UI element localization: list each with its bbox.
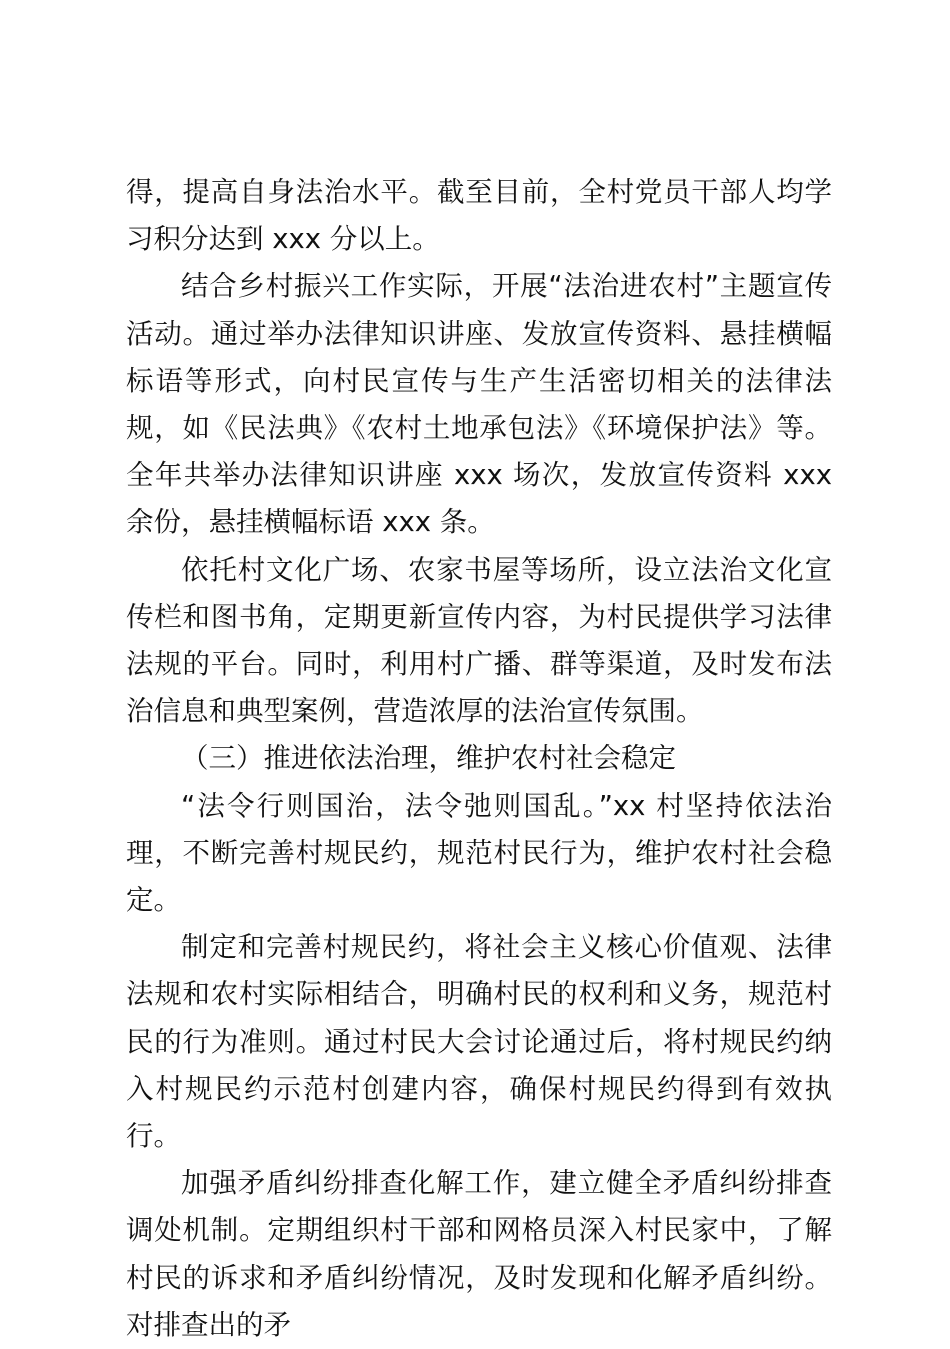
paragraph-publicity-activity: 结合乡村振兴工作实际，开展“法治进农村”主题宣传活动。通过举办法律知识讲座、发放宣传资料、悬挂横幅标语等形式，向村民宣传与生产生活密切相关的法律法规，如《民法典》《农村土地承包法》《环境保护法》等。全年共举办法律知识讲座 xxx 场次，发放宣传资料 xxx 余份，悬挂横幅标语 xxx 条。 bbox=[126, 270, 832, 539]
paragraph-dispute-resolution: 加强矛盾纠纷排查化解工作，建立健全矛盾纠纷排查调处机制。定期组织村干部和网格员深入村民家中，了解村民的诉求和矛盾纠纷情况，及时发现和化解矛盾纠纷。对排查出的矛 bbox=[126, 1167, 832, 1341]
paragraph-rule-of-law: “法令行则国治，法令弛则国乱。”xx 村坚持依法治理，不断完善村规民约，规范村民行为，维护农村社会稳定。 bbox=[126, 789, 832, 917]
paragraph-continuation: 得，提高自身法治水平。截至目前，全村党员干部人均学习积分达到 xxx 分以上。 bbox=[126, 176, 832, 256]
section-heading: （三）推进依法治理，维护农村社会稳定 bbox=[181, 742, 676, 775]
document-body bbox=[126, 169, 832, 1349]
paragraph-village-rules: 制定和完善村规民约，将社会主义核心价值观、法律法规和农村实际相结合，明确村民的权利和义务，规范村民的行为准则。通过村民大会讨论通过后，将村规民约纳入村规民约示范村创建内容，确保村规民约得到有效执行。 bbox=[126, 931, 832, 1153]
paragraph-culture-column: 依托村文化广场、农家书屋等场所，设立法治文化宣传栏和图书角，定期更新宣传内容，为村民提供学习法律法规的平台。同时，利用村广播、群等渠道，及时发布法治信息和典型案例，营造浓厚的法治宣传氛围。 bbox=[126, 553, 832, 728]
